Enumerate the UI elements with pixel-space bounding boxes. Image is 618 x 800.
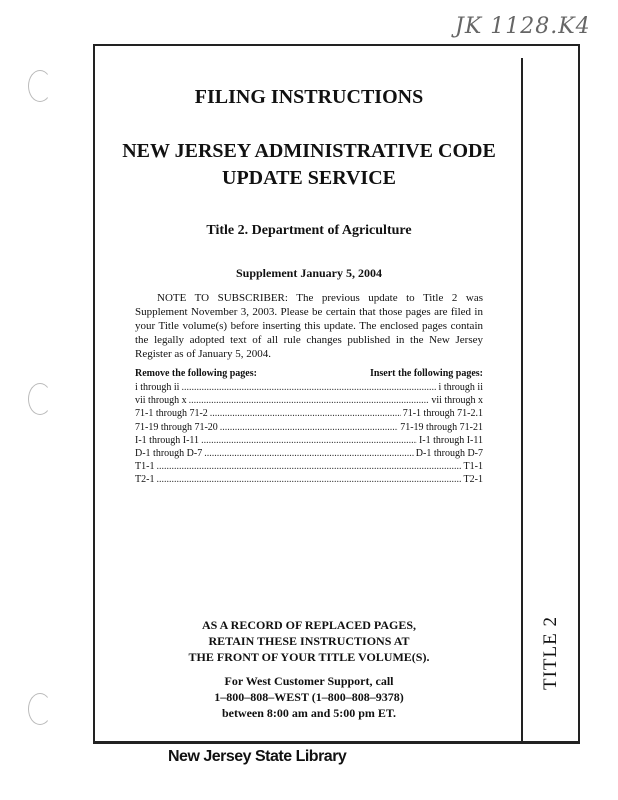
list-item xyxy=(135,395,483,408)
title-tab-label: TITLE 2 xyxy=(540,615,562,691)
support-phone: 1–800–808–WEST (1–800–808–9378) xyxy=(214,690,404,704)
retention-notice xyxy=(120,617,498,665)
dot-leader xyxy=(210,408,401,419)
punch-hole-middle xyxy=(28,383,52,415)
library-stamp: New Jersey State Library xyxy=(168,748,347,765)
remove-pages: 71-19 through 71-20 xyxy=(135,421,218,433)
retention-notice-line2: RETAIN THESE INSTRUCTIONS AT xyxy=(208,634,410,648)
page-list-header xyxy=(135,368,483,379)
code-heading-line1: NEW JERSEY ADMINISTRATIVE CODE xyxy=(122,140,496,162)
list-item xyxy=(135,461,483,474)
remove-pages: 71-1 through 71-2 xyxy=(135,408,208,420)
dot-leader xyxy=(189,395,430,406)
remove-pages: I-1 through I-11 xyxy=(135,434,200,446)
title-tab xyxy=(526,598,576,708)
subscriber-note: NOTE TO SUBSCRIBER: The previous update to Title 2 was Supplement November 3, 2003. Please be certain that those pages are filed in your Title volume(s) before inserting this update. The enclosed pages contain the legally adopted text of all rule changes published in the New Jersey Register as of January 5, 2004. xyxy=(135,292,483,360)
list-item xyxy=(135,408,483,421)
remove-pages: i through ii xyxy=(135,382,180,393)
remove-pages: T2-1 xyxy=(135,474,155,486)
support-line1: For West Customer Support, call xyxy=(224,674,394,688)
main-content xyxy=(120,86,498,488)
code-heading-line2: UPDATE SERVICE xyxy=(222,167,396,189)
punch-hole-top xyxy=(28,70,52,102)
insert-pages: 71-1 through 71-2.1 xyxy=(402,408,483,420)
punch-hole-bottom xyxy=(28,693,52,725)
insert-pages: I-1 through I-11 xyxy=(418,434,483,446)
insert-pages: vii through x xyxy=(431,395,483,407)
remove-heading: Remove the following pages: xyxy=(135,368,257,379)
list-item xyxy=(135,448,483,461)
insert-pages: D-1 through D-7 xyxy=(415,447,483,459)
list-item xyxy=(135,422,483,435)
insert-pages: T2-1 xyxy=(463,474,483,486)
retention-notice-line1: AS A RECORD OF REPLACED PAGES, xyxy=(201,618,417,632)
remove-pages: vii through x xyxy=(135,395,187,407)
insert-pages: T1-1 xyxy=(463,461,483,473)
code-heading xyxy=(120,138,498,192)
list-item xyxy=(135,474,483,487)
insert-heading: Insert the following pages: xyxy=(369,368,483,379)
list-item xyxy=(135,382,483,395)
insert-pages: i through ii xyxy=(438,382,483,393)
dot-leader xyxy=(181,382,436,393)
list-item xyxy=(135,435,483,448)
title-name: Title 2. Department of Agriculture xyxy=(206,223,412,238)
page-list xyxy=(120,368,498,488)
retention-notice-line3: THE FRONT OF YOUR TITLE VOLUME(S). xyxy=(188,650,430,664)
customer-support xyxy=(120,673,498,721)
support-hours: between 8:00 am and 5:00 pm ET. xyxy=(221,706,397,720)
supplement-date: Supplement January 5, 2004 xyxy=(235,266,383,280)
handwritten-call-number: JK 1128.K4 xyxy=(455,14,591,39)
dot-leader xyxy=(201,435,417,446)
insert-pages: 71-19 through 71-21 xyxy=(400,421,483,433)
dot-leader xyxy=(220,422,398,433)
dot-leader xyxy=(204,448,414,459)
dot-leader xyxy=(156,461,461,472)
remove-pages: D-1 through D-7 xyxy=(135,447,203,459)
page-heading: FILING INSTRUCTIONS xyxy=(194,86,424,108)
dot-leader xyxy=(156,474,461,485)
remove-pages: T1-1 xyxy=(135,461,155,473)
tab-divider-line xyxy=(521,58,523,741)
